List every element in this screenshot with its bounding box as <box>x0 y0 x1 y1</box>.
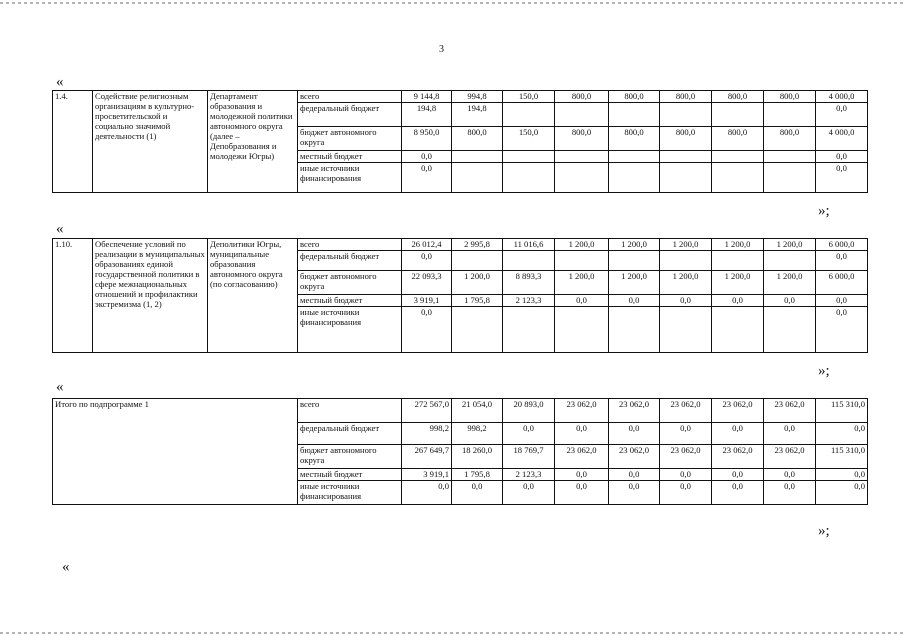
amount-cell <box>555 103 609 127</box>
table3-body <box>53 399 868 505</box>
amount-cell: 4 000,0 <box>816 91 868 103</box>
amount-cell: 0,0 <box>402 163 452 193</box>
amount-cell: 0,0 <box>816 251 868 271</box>
amount-cell: 21 054,0 <box>452 399 503 423</box>
amount-cell: 2 123,3 <box>503 469 555 481</box>
activity-index: 1.10. <box>53 239 93 353</box>
funding-source: всего <box>298 399 402 423</box>
amount-cell: 6 000,0 <box>816 271 868 295</box>
table1-body <box>53 91 868 193</box>
amount-cell: 800,0 <box>555 91 609 103</box>
amount-cell: 11 016,6 <box>503 239 555 251</box>
amount-cell: 0,0 <box>609 295 660 307</box>
amount-cell <box>503 307 555 353</box>
amount-cell: 1 200,0 <box>764 239 816 251</box>
funding-source: федеральный бюджет <box>298 251 402 271</box>
amount-cell <box>660 307 712 353</box>
amount-cell: 998,2 <box>452 423 503 445</box>
amount-cell: 0,0 <box>402 481 452 505</box>
funding-source: федеральный бюджет <box>298 423 402 445</box>
amount-cell <box>503 163 555 193</box>
amount-cell: 0,0 <box>816 307 868 353</box>
funding-source: бюджет автономного округа <box>298 271 402 295</box>
amount-cell: 18 260,0 <box>452 445 503 469</box>
budget-table-subprogram-total <box>52 398 868 505</box>
amount-cell: 26 012,4 <box>402 239 452 251</box>
amount-cell <box>503 251 555 271</box>
amount-cell <box>609 307 660 353</box>
funding-source: бюджет автономного округа <box>298 445 402 469</box>
amount-cell: 0,0 <box>503 423 555 445</box>
amount-cell: 0,0 <box>764 423 816 445</box>
budget-table-1-4 <box>52 90 868 193</box>
amount-cell: 0,0 <box>503 481 555 505</box>
executor-name: Деполитики Югры, муниципальные образования автономного округа (по согласованию) <box>208 239 298 353</box>
amount-cell: 800,0 <box>764 91 816 103</box>
amount-cell: 0,0 <box>660 469 712 481</box>
amount-cell <box>609 151 660 163</box>
table-row <box>53 399 868 423</box>
amount-cell: 1 200,0 <box>660 239 712 251</box>
amount-cell: 267 649,7 <box>402 445 452 469</box>
close-quote-3: »; <box>818 523 830 539</box>
funding-source: всего <box>298 91 402 103</box>
amount-cell: 800,0 <box>660 127 712 151</box>
table-row <box>53 91 868 103</box>
amount-cell <box>660 163 712 193</box>
amount-cell: 1 200,0 <box>555 271 609 295</box>
amount-cell <box>660 251 712 271</box>
amount-cell <box>660 151 712 163</box>
amount-cell: 1 200,0 <box>712 239 764 251</box>
amount-cell <box>503 103 555 127</box>
amount-cell: 23 062,0 <box>555 399 609 423</box>
funding-source: бюджет автономного округа <box>298 127 402 151</box>
amount-cell: 150,0 <box>503 91 555 103</box>
amount-cell: 1 200,0 <box>660 271 712 295</box>
amount-cell <box>609 251 660 271</box>
funding-source: местный бюджет <box>298 469 402 481</box>
amount-cell <box>764 307 816 353</box>
amount-cell <box>712 163 764 193</box>
amount-cell: 8 950,0 <box>402 127 452 151</box>
amount-cell <box>712 151 764 163</box>
amount-cell: 1 795,8 <box>452 469 503 481</box>
amount-cell <box>555 151 609 163</box>
amount-cell: 1 200,0 <box>764 271 816 295</box>
funding-source: всего <box>298 239 402 251</box>
amount-cell: 0,0 <box>764 295 816 307</box>
amount-cell: 0,0 <box>816 151 868 163</box>
amount-cell <box>609 103 660 127</box>
close-quote-1: »; <box>818 203 830 219</box>
funding-source: местный бюджет <box>298 151 402 163</box>
amount-cell: 0,0 <box>609 423 660 445</box>
scan-edge-bottom <box>0 632 905 634</box>
amount-cell <box>452 307 503 353</box>
amount-cell: 0,0 <box>402 151 452 163</box>
open-quote-4: « <box>62 559 70 575</box>
amount-cell: 3 919,1 <box>402 469 452 481</box>
activity-index: 1.4. <box>53 91 93 193</box>
amount-cell: 0,0 <box>816 423 868 445</box>
amount-cell: 998,2 <box>402 423 452 445</box>
amount-cell: 150,0 <box>503 127 555 151</box>
amount-cell: 0,0 <box>764 481 816 505</box>
amount-cell: 23 062,0 <box>609 399 660 423</box>
amount-cell: 800,0 <box>452 127 503 151</box>
amount-cell: 0,0 <box>452 481 503 505</box>
amount-cell: 115 310,0 <box>816 399 868 423</box>
amount-cell: 8 893,3 <box>503 271 555 295</box>
amount-cell: 0,0 <box>609 481 660 505</box>
amount-cell: 0,0 <box>712 469 764 481</box>
amount-cell: 800,0 <box>609 127 660 151</box>
amount-cell: 194,8 <box>452 103 503 127</box>
page-number: 3 <box>439 44 444 55</box>
amount-cell: 1 200,0 <box>452 271 503 295</box>
total-label: Итого по подпрограмме 1 <box>53 399 298 505</box>
table2-body <box>53 239 868 353</box>
amount-cell: 23 062,0 <box>555 445 609 469</box>
amount-cell <box>764 163 816 193</box>
amount-cell <box>555 163 609 193</box>
amount-cell: 0,0 <box>712 481 764 505</box>
amount-cell: 2 995,8 <box>452 239 503 251</box>
amount-cell: 0,0 <box>555 469 609 481</box>
amount-cell: 0,0 <box>816 103 868 127</box>
amount-cell: 194,8 <box>402 103 452 127</box>
amount-cell: 1 200,0 <box>555 239 609 251</box>
budget-table-1-10 <box>52 238 868 353</box>
amount-cell: 23 062,0 <box>660 399 712 423</box>
amount-cell <box>764 151 816 163</box>
scan-edge-top <box>0 2 905 4</box>
amount-cell: 0,0 <box>816 295 868 307</box>
amount-cell: 1 200,0 <box>609 271 660 295</box>
table-row <box>53 239 868 251</box>
funding-source: федеральный бюджет <box>298 103 402 127</box>
amount-cell: 23 062,0 <box>712 445 764 469</box>
funding-source: местный бюджет <box>298 295 402 307</box>
amount-cell: 23 062,0 <box>609 445 660 469</box>
funding-source: иные источники финансирования <box>298 307 402 353</box>
amount-cell: 0,0 <box>816 469 868 481</box>
amount-cell <box>609 163 660 193</box>
amount-cell <box>555 251 609 271</box>
amount-cell: 800,0 <box>712 127 764 151</box>
amount-cell: 0,0 <box>555 295 609 307</box>
amount-cell <box>555 307 609 353</box>
amount-cell: 20 893,0 <box>503 399 555 423</box>
amount-cell: 0,0 <box>660 423 712 445</box>
amount-cell: 0,0 <box>660 295 712 307</box>
amount-cell: 0,0 <box>555 481 609 505</box>
amount-cell: 0,0 <box>402 307 452 353</box>
amount-cell: 1 200,0 <box>609 239 660 251</box>
amount-cell: 0,0 <box>712 295 764 307</box>
amount-cell: 800,0 <box>712 91 764 103</box>
amount-cell: 1 795,8 <box>452 295 503 307</box>
funding-source: иные источники финансирования <box>298 163 402 193</box>
amount-cell: 0,0 <box>816 481 868 505</box>
amount-cell: 0,0 <box>609 469 660 481</box>
amount-cell: 994,8 <box>452 91 503 103</box>
open-quote-3: « <box>56 379 64 395</box>
amount-cell <box>452 251 503 271</box>
amount-cell <box>712 251 764 271</box>
amount-cell: 115 310,0 <box>816 445 868 469</box>
activity-name: Обеспечение условий по реализации в муниципальных образованиях единой государственной политики в сфере межнациональных отношений и профилактики экстремизма (1, 2) <box>93 239 208 353</box>
activity-name: Содействие религиозным организациям в культурно-просветительской и социально значимой деятельности (1) <box>93 91 208 193</box>
amount-cell: 22 093,3 <box>402 271 452 295</box>
amount-cell: 800,0 <box>609 91 660 103</box>
close-quote-2: »; <box>818 363 830 379</box>
open-quote-2: « <box>56 221 64 237</box>
amount-cell: 272 567,0 <box>402 399 452 423</box>
executor-name: Департамент образования и молодежной политики автономного округа (далее – Депобразования и молодежи Югры) <box>208 91 298 193</box>
amount-cell: 6 000,0 <box>816 239 868 251</box>
amount-cell <box>764 251 816 271</box>
amount-cell: 800,0 <box>555 127 609 151</box>
amount-cell: 0,0 <box>402 251 452 271</box>
amount-cell: 0,0 <box>764 469 816 481</box>
amount-cell: 23 062,0 <box>764 399 816 423</box>
amount-cell <box>764 103 816 127</box>
amount-cell: 23 062,0 <box>764 445 816 469</box>
amount-cell: 0,0 <box>660 481 712 505</box>
amount-cell: 800,0 <box>764 127 816 151</box>
amount-cell: 800,0 <box>660 91 712 103</box>
amount-cell: 0,0 <box>816 163 868 193</box>
amount-cell <box>503 151 555 163</box>
amount-cell: 0,0 <box>555 423 609 445</box>
amount-cell: 9 144,8 <box>402 91 452 103</box>
open-quote-1: « <box>56 74 64 90</box>
amount-cell <box>712 307 764 353</box>
amount-cell: 1 200,0 <box>712 271 764 295</box>
funding-source: иные источники финансирования <box>298 481 402 505</box>
amount-cell <box>452 151 503 163</box>
amount-cell: 3 919,1 <box>402 295 452 307</box>
amount-cell <box>452 163 503 193</box>
amount-cell: 23 062,0 <box>660 445 712 469</box>
amount-cell: 2 123,3 <box>503 295 555 307</box>
amount-cell <box>712 103 764 127</box>
amount-cell: 4 000,0 <box>816 127 868 151</box>
amount-cell: 23 062,0 <box>712 399 764 423</box>
amount-cell <box>660 103 712 127</box>
amount-cell: 0,0 <box>712 423 764 445</box>
amount-cell: 18 769,7 <box>503 445 555 469</box>
